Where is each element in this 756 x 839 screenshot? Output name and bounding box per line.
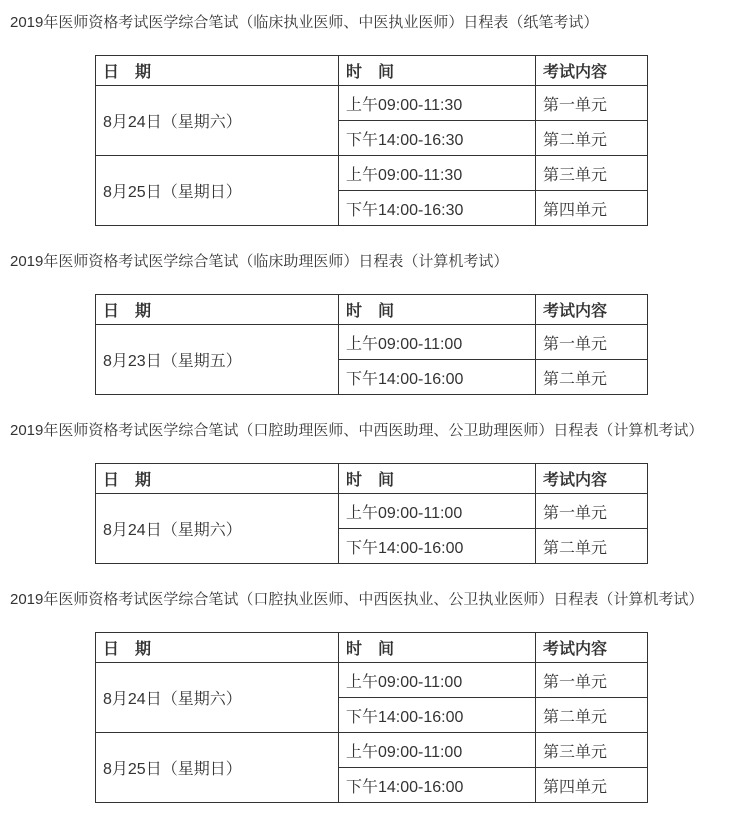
exam-unit-cell: 第二单元 [536, 529, 648, 564]
date-cell: 8月25日（星期日） [96, 733, 339, 803]
time-cell: 下午14:00-16:00 [339, 360, 536, 395]
exam-unit-cell: 第一单元 [536, 494, 648, 529]
column-header: 日 期 [96, 56, 339, 86]
schedule-section [10, 590, 746, 803]
section-title: 2019年医师资格考试医学综合笔试（口腔执业医师、中西医执业、公卫执业医师）日程表（计算机考试） [10, 591, 704, 608]
exam-unit-cell: 第四单元 [536, 191, 648, 226]
table-header-row [96, 464, 648, 494]
time-cell: 下午14:00-16:00 [339, 698, 536, 733]
table-row [96, 156, 648, 191]
column-header: 时 间 [339, 295, 536, 325]
time-cell: 上午09:00-11:00 [339, 494, 536, 529]
column-header: 日 期 [96, 633, 339, 663]
column-header: 日 期 [96, 464, 339, 494]
time-cell: 上午09:00-11:30 [339, 156, 536, 191]
time-cell: 下午14:00-16:30 [339, 191, 536, 226]
table-row [96, 733, 648, 768]
exam-unit-cell: 第二单元 [536, 360, 648, 395]
column-header: 时 间 [339, 56, 536, 86]
exam-unit-cell: 第三单元 [536, 156, 648, 191]
exam-unit-cell: 第一单元 [536, 86, 648, 121]
exam-unit-cell: 第一单元 [536, 663, 648, 698]
schedule-table [95, 632, 648, 803]
schedule-table [95, 294, 648, 395]
exam-schedule-page [10, 13, 746, 803]
column-header: 考试内容 [536, 633, 648, 663]
exam-unit-cell: 第一单元 [536, 325, 648, 360]
exam-unit-cell: 第四单元 [536, 768, 648, 803]
exam-unit-cell: 第二单元 [536, 698, 648, 733]
table-header-row [96, 56, 648, 86]
table-row [96, 325, 648, 360]
column-header: 考试内容 [536, 295, 648, 325]
section-title: 2019年医师资格考试医学综合笔试（临床执业医师、中医执业医师）日程表（纸笔考试） [10, 14, 599, 31]
column-header: 日 期 [96, 295, 339, 325]
time-cell: 上午09:00-11:00 [339, 663, 536, 698]
time-cell: 下午14:00-16:30 [339, 121, 536, 156]
schedule-table [95, 463, 648, 564]
column-header: 考试内容 [536, 464, 648, 494]
schedule-section [10, 252, 746, 395]
exam-unit-cell: 第二单元 [536, 121, 648, 156]
exam-unit-cell: 第三单元 [536, 733, 648, 768]
date-cell: 8月25日（星期日） [96, 156, 339, 226]
column-header: 时 间 [339, 633, 536, 663]
table-header-row [96, 633, 648, 663]
column-header: 考试内容 [536, 56, 648, 86]
time-cell: 上午09:00-11:30 [339, 86, 536, 121]
time-cell: 下午14:00-16:00 [339, 529, 536, 564]
time-cell: 上午09:00-11:00 [339, 733, 536, 768]
column-header: 时 间 [339, 464, 536, 494]
table-row [96, 86, 648, 121]
date-cell: 8月24日（星期六） [96, 86, 339, 156]
date-cell: 8月24日（星期六） [96, 494, 339, 564]
section-title: 2019年医师资格考试医学综合笔试（临床助理医师）日程表（计算机考试） [10, 253, 509, 270]
table-header-row [96, 295, 648, 325]
date-cell: 8月23日（星期五） [96, 325, 339, 395]
date-cell: 8月24日（星期六） [96, 663, 339, 733]
section-title: 2019年医师资格考试医学综合笔试（口腔助理医师、中西医助理、公卫助理医师）日程表（计算机考试） [10, 422, 704, 439]
schedule-section [10, 13, 746, 226]
schedule-table [95, 55, 648, 226]
time-cell: 上午09:00-11:00 [339, 325, 536, 360]
time-cell: 下午14:00-16:00 [339, 768, 536, 803]
schedule-section [10, 421, 746, 564]
table-row [96, 663, 648, 698]
table-row [96, 494, 648, 529]
